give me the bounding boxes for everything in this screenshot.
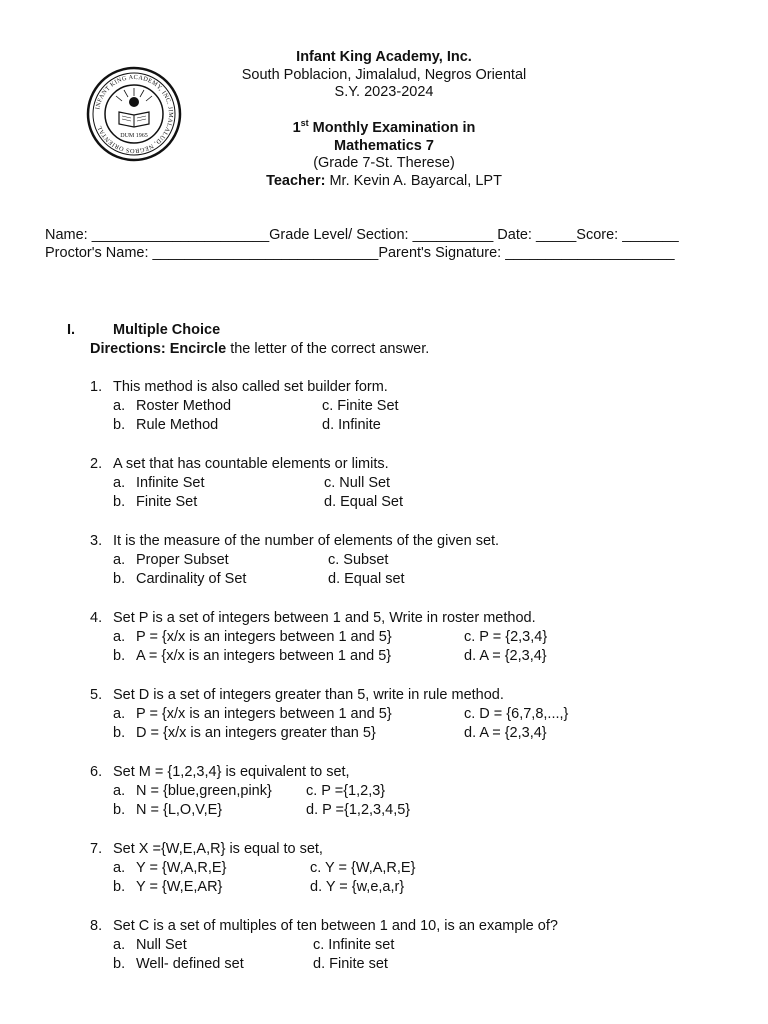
exam-title: [0, 119, 768, 137]
option-c: c. Null Set: [324, 475, 391, 491]
directions: [90, 340, 429, 358]
question-number: 6.: [90, 764, 103, 780]
teacher-label: Teacher:: [266, 173, 326, 189]
grade-section: (Grade 7-St. Therese): [313, 155, 455, 171]
school-name: Infant King Academy, Inc.: [296, 49, 472, 65]
exam-number-suffix: st: [300, 118, 309, 128]
option-d: d. Finite set: [313, 956, 388, 972]
option-b: Cardinality of Set: [136, 571, 247, 587]
info-fields-line-1: Name: ______________________Grade Level/ Section: __________ Date: _____Score: _______: [45, 227, 679, 243]
option-letter: a.: [113, 398, 126, 414]
option-d: d. Y = {w,e,a,r}: [310, 879, 405, 895]
option-a: Null Set: [136, 937, 187, 953]
subject: Mathematics 7: [334, 138, 434, 154]
question-number: 8.: [90, 918, 103, 934]
option-d: d. Equal set: [328, 571, 405, 587]
section-title: Multiple Choice: [113, 322, 221, 338]
exam-number: 1: [292, 120, 301, 136]
option-b: D = {x/x is an integers greater than 5}: [136, 725, 376, 741]
option-letter: b.: [113, 648, 126, 664]
option-b: N = {L,O,V,E}: [136, 802, 223, 818]
option-c: c. P = {2,3,4}: [464, 629, 548, 645]
question-text: A set that has countable elements or limits.: [113, 456, 389, 472]
option-c: c. D = {6,7,8,...,}: [464, 706, 569, 722]
option-letter: a.: [113, 629, 126, 645]
option-b: Finite Set: [136, 494, 198, 510]
section-number: I.: [67, 322, 76, 338]
question-number: 7.: [90, 841, 103, 857]
option-letter: b.: [113, 802, 126, 818]
option-letter: a.: [113, 860, 126, 876]
option-a: Roster Method: [136, 398, 232, 414]
question-number: 3.: [90, 533, 103, 549]
option-c: c. Y = {W,A,R,E}: [310, 860, 416, 876]
question-number: 4.: [90, 610, 103, 626]
question-number: 1.: [90, 379, 103, 395]
option-d: d. Infinite: [322, 417, 381, 433]
option-letter: b.: [113, 571, 126, 587]
option-b: Well- defined set: [136, 956, 244, 972]
option-letter: a.: [113, 783, 126, 799]
teacher-line: [0, 172, 768, 190]
svg-text:DUM 1965: DUM 1965: [120, 133, 148, 139]
option-d: d. P ={1,2,3,4,5}: [306, 802, 411, 818]
option-c: c. Infinite set: [313, 937, 395, 953]
option-letter: a.: [113, 552, 126, 568]
option-a: Infinite Set: [136, 475, 205, 491]
option-c: c. P ={1,2,3}: [306, 783, 386, 799]
option-letter: b.: [113, 725, 126, 741]
school-address: South Poblacion, Jimalalud, Negros Oriental: [241, 67, 527, 83]
option-d: d. Equal Set: [324, 494, 403, 510]
option-letter: b.: [113, 417, 126, 433]
question-text: Set D is a set of integers greater than 5, write in rule method.: [113, 687, 504, 703]
option-d: d. A = {2,3,4}: [464, 725, 547, 741]
option-a: Y = {W,A,R,E}: [136, 860, 227, 876]
option-a: P = {x/x is an integers between 1 and 5}: [136, 629, 392, 645]
option-b: Rule Method: [136, 417, 219, 433]
exam-title-rest: Monthly Examination in: [308, 120, 476, 136]
question-text: It is the measure of the number of elements of the given set.: [113, 533, 500, 549]
option-letter: a.: [113, 706, 126, 722]
option-b: Y = {W,E,AR}: [136, 879, 223, 895]
question-text: Set M = {1,2,3,4} is equivalent to set,: [113, 764, 350, 780]
svg-text:INFANT KING ACADEMY, INC. JIMA: INFANT KING ACADEMY, INC. JIMALALUD, NEGROS ORIENTAL: [94, 73, 175, 155]
question-text: This method is also called set builder form.: [113, 379, 388, 395]
option-b: A = {x/x is an integers between 1 and 5}: [136, 648, 392, 664]
question-text: Set C is a set of multiples of ten between 1 and 10, is an example of?: [113, 918, 558, 934]
school-year: S.Y. 2023-2024: [334, 84, 434, 100]
directions-text: the letter of the correct answer.: [226, 341, 430, 357]
option-letter: a.: [113, 475, 126, 491]
option-a: N = {blue,green,pink}: [136, 783, 272, 799]
option-letter: b.: [113, 879, 126, 895]
option-letter: b.: [113, 494, 126, 510]
question-text: Set P is a set of integers between 1 and 5, Write in roster method.: [113, 610, 536, 626]
option-a: P = {x/x is an integers between 1 and 5}: [136, 706, 392, 722]
option-d: d. A = {2,3,4}: [464, 648, 547, 664]
option-c: c. Subset: [328, 552, 389, 568]
option-a: Proper Subset: [136, 552, 229, 568]
info-fields-line-2: Proctor's Name: ____________________________Parent's Signature: _____________________: [45, 245, 675, 261]
question-number: 5.: [90, 687, 103, 703]
question-text: Set X ={W,E,A,R} is equal to set,: [113, 841, 323, 857]
directions-label: Directions: Encircle: [90, 341, 227, 357]
option-letter: b.: [113, 956, 126, 972]
option-c: c. Finite Set: [322, 398, 399, 414]
option-letter: a.: [113, 937, 126, 953]
teacher-name: Mr. Kevin A. Bayarcal, LPT: [325, 173, 502, 189]
question-number: 2.: [90, 456, 103, 472]
